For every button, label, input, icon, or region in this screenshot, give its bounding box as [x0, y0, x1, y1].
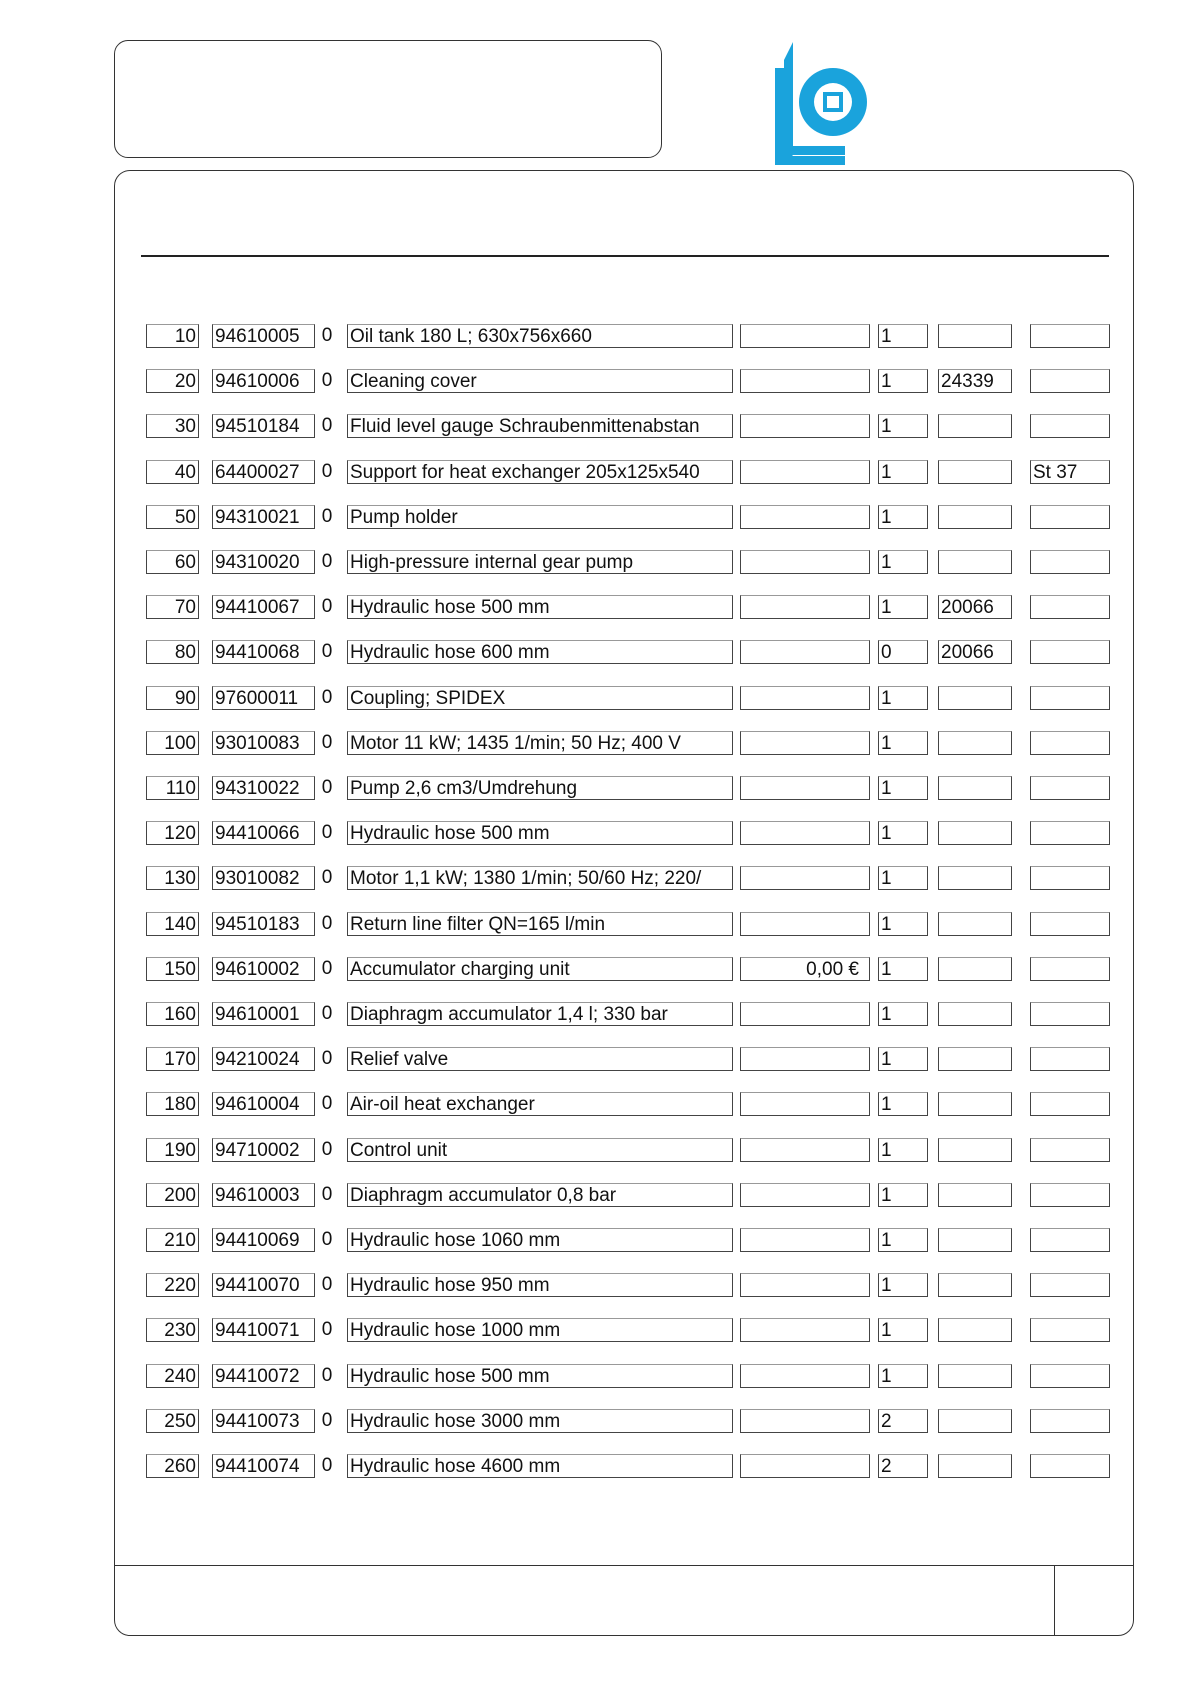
revision-cell: 0	[321, 1409, 333, 1431]
description-cell: High-pressure internal gear pump	[347, 550, 733, 574]
description-cell: Hydraulic hose 3000 mm	[347, 1409, 733, 1433]
table-row	[0, 957, 1190, 985]
quantity-cell: 1	[878, 595, 928, 619]
table-row	[0, 1092, 1190, 1120]
description-cell: Air-oil heat exchanger	[347, 1092, 733, 1116]
position-cell: 220	[146, 1273, 199, 1297]
table-row	[0, 324, 1190, 352]
quantity-cell: 1	[878, 1138, 928, 1162]
part-number-cell: 94610003	[212, 1183, 315, 1207]
revision-cell: 0	[321, 1274, 333, 1296]
material-cell	[1030, 686, 1110, 710]
description-cell: Fluid level gauge Schraubenmittenabstan	[347, 414, 733, 438]
position-cell: 200	[146, 1183, 199, 1207]
material-cell	[1030, 595, 1110, 619]
table-row	[0, 640, 1190, 668]
material-cell	[1030, 1183, 1110, 1207]
description-cell: Hydraulic hose 600 mm	[347, 640, 733, 664]
material-cell	[1030, 505, 1110, 529]
material-cell	[1030, 866, 1110, 890]
price-cell	[740, 1364, 870, 1388]
material-cell	[1030, 1273, 1110, 1297]
quantity-cell: 1	[878, 1183, 928, 1207]
part-number-cell: 94410073	[212, 1409, 315, 1433]
part-number-cell: 94410069	[212, 1228, 315, 1252]
material-cell	[1030, 731, 1110, 755]
revision-cell: 0	[321, 957, 333, 979]
description-cell: Pump holder	[347, 505, 733, 529]
part-number-cell: 93010083	[212, 731, 315, 755]
revision-cell: 0	[321, 1319, 333, 1341]
price-cell	[740, 1002, 870, 1026]
position-cell: 160	[146, 1002, 199, 1026]
price-cell	[740, 324, 870, 348]
quantity-cell: 1	[878, 957, 928, 981]
revision-cell: 0	[321, 867, 333, 889]
footer-column-divider	[1054, 1565, 1055, 1636]
drawing-number-cell	[938, 414, 1012, 438]
part-number-cell: 94310022	[212, 776, 315, 800]
revision-cell: 0	[321, 1183, 333, 1205]
description-cell: Hydraulic hose 500 mm	[347, 1364, 733, 1388]
description-cell: Hydraulic hose 4600 mm	[347, 1454, 733, 1478]
drawing-number-cell	[938, 1364, 1012, 1388]
description-cell: Hydraulic hose 500 mm	[347, 595, 733, 619]
description-cell: Diaphragm accumulator 0,8 bar	[347, 1183, 733, 1207]
drawing-number-cell	[938, 776, 1012, 800]
material-cell	[1030, 550, 1110, 574]
drawing-number-cell	[938, 550, 1012, 574]
part-number-cell: 94410072	[212, 1364, 315, 1388]
price-cell: 0,00 €	[740, 957, 870, 981]
position-cell: 110	[146, 776, 199, 800]
part-number-cell: 94410068	[212, 640, 315, 664]
part-number-cell: 94610004	[212, 1092, 315, 1116]
part-number-cell: 94310020	[212, 550, 315, 574]
position-cell: 260	[146, 1454, 199, 1478]
quantity-cell: 2	[878, 1409, 928, 1433]
material-cell	[1030, 414, 1110, 438]
drawing-number-cell	[938, 1228, 1012, 1252]
description-cell: Hydraulic hose 500 mm	[347, 821, 733, 845]
table-row	[0, 912, 1190, 940]
part-number-cell: 64400027	[212, 460, 315, 484]
part-number-cell: 94610001	[212, 1002, 315, 1026]
position-cell: 70	[146, 595, 199, 619]
position-cell: 240	[146, 1364, 199, 1388]
table-row	[0, 686, 1190, 714]
description-cell: Control unit	[347, 1138, 733, 1162]
drawing-number-cell	[938, 1138, 1012, 1162]
drawing-number-cell	[938, 460, 1012, 484]
position-cell: 10	[146, 324, 199, 348]
position-cell: 150	[146, 957, 199, 981]
quantity-cell: 1	[878, 821, 928, 845]
drawing-number-cell	[938, 1183, 1012, 1207]
revision-cell: 0	[321, 1048, 333, 1070]
part-number-cell: 94610006	[212, 369, 315, 393]
position-cell: 30	[146, 414, 199, 438]
drawing-number-cell	[938, 957, 1012, 981]
price-cell	[740, 1409, 870, 1433]
part-number-cell: 94410066	[212, 821, 315, 845]
table-row	[0, 505, 1190, 533]
revision-cell: 0	[321, 415, 333, 437]
revision-cell: 0	[321, 777, 333, 798]
drawing-number-cell	[938, 1454, 1012, 1478]
table-row	[0, 1409, 1190, 1437]
material-cell	[1030, 1364, 1110, 1388]
price-cell	[740, 505, 870, 529]
drawing-number-cell	[938, 1092, 1012, 1116]
position-cell: 130	[146, 866, 199, 890]
table-row	[0, 1228, 1190, 1256]
position-cell: 50	[146, 505, 199, 529]
drawing-number-cell	[938, 1318, 1012, 1342]
table-row	[0, 1138, 1190, 1166]
quantity-cell: 1	[878, 324, 928, 348]
drawing-number-cell	[938, 686, 1012, 710]
description-cell: Pump 2,6 cm3/Umdrehung	[347, 776, 733, 800]
drawing-number-cell	[938, 912, 1012, 936]
part-number-cell: 94610005	[212, 324, 315, 348]
position-cell: 250	[146, 1409, 199, 1433]
position-cell: 120	[146, 821, 199, 845]
price-cell	[740, 595, 870, 619]
position-cell: 100	[146, 731, 199, 755]
description-cell: Cleaning cover	[347, 369, 733, 393]
position-cell: 140	[146, 912, 199, 936]
material-cell	[1030, 640, 1110, 664]
price-cell	[740, 912, 870, 936]
material-cell	[1030, 369, 1110, 393]
table-row	[0, 1183, 1190, 1211]
table-row	[0, 1364, 1190, 1392]
part-number-cell: 94510184	[212, 414, 315, 438]
table-row	[0, 1002, 1190, 1030]
quantity-cell: 1	[878, 1002, 928, 1026]
drawing-number-cell	[938, 505, 1012, 529]
table-row	[0, 550, 1190, 578]
quantity-cell: 1	[878, 414, 928, 438]
quantity-cell: 1	[878, 1092, 928, 1116]
position-cell: 170	[146, 1047, 199, 1071]
revision-cell: 0	[321, 641, 333, 663]
revision-cell: 0	[321, 686, 333, 708]
description-cell: Motor 11 kW; 1435 1/min; 50 Hz; 400 V	[347, 731, 733, 755]
table-row	[0, 1273, 1190, 1301]
price-cell	[740, 1047, 870, 1071]
description-cell: Motor 1,1 kW; 1380 1/min; 50/60 Hz; 220/	[347, 866, 733, 890]
price-cell	[740, 1092, 870, 1116]
quantity-cell: 1	[878, 912, 928, 936]
revision-cell: 0	[321, 325, 333, 346]
part-number-cell: 94410071	[212, 1318, 315, 1342]
revision-cell: 0	[321, 731, 333, 753]
material-cell	[1030, 1318, 1110, 1342]
description-cell: Hydraulic hose 950 mm	[347, 1273, 733, 1297]
material-cell	[1030, 324, 1110, 348]
table-row	[0, 1047, 1190, 1075]
material-cell	[1030, 1002, 1110, 1026]
description-cell: Accumulator charging unit	[347, 957, 733, 981]
table-row	[0, 460, 1190, 488]
part-number-cell: 94410067	[212, 595, 315, 619]
quantity-cell: 1	[878, 1318, 928, 1342]
quantity-cell: 1	[878, 1228, 928, 1252]
table-row	[0, 1454, 1190, 1482]
description-cell: Support for heat exchanger 205x125x540	[347, 460, 733, 484]
table-row	[0, 1318, 1190, 1346]
price-cell	[740, 369, 870, 393]
material-cell	[1030, 1228, 1110, 1252]
quantity-cell: 1	[878, 505, 928, 529]
description-cell: Hydraulic hose 1060 mm	[347, 1228, 733, 1252]
position-cell: 210	[146, 1228, 199, 1252]
position-cell: 180	[146, 1092, 199, 1116]
description-cell: Relief valve	[347, 1047, 733, 1071]
drawing-number-cell: 24339	[938, 369, 1012, 393]
quantity-cell: 2	[878, 1454, 928, 1478]
quantity-cell: 1	[878, 550, 928, 574]
position-cell: 80	[146, 640, 199, 664]
price-cell	[740, 821, 870, 845]
table-row	[0, 369, 1190, 397]
revision-cell: 0	[321, 505, 333, 527]
table-row	[0, 595, 1190, 623]
price-cell	[740, 1454, 870, 1478]
part-number-cell: 93010082	[212, 866, 315, 890]
price-cell	[740, 460, 870, 484]
quantity-cell: 0	[878, 640, 928, 664]
material-cell	[1030, 912, 1110, 936]
price-cell	[740, 640, 870, 664]
position-cell: 190	[146, 1138, 199, 1162]
revision-cell: 0	[321, 1138, 333, 1160]
price-cell	[740, 1183, 870, 1207]
revision-cell: 0	[321, 1093, 333, 1115]
table-row	[0, 866, 1190, 894]
drawing-number-cell	[938, 324, 1012, 348]
revision-cell: 0	[321, 1455, 333, 1476]
revision-cell: 0	[321, 596, 333, 618]
drawing-number-cell: 20066	[938, 640, 1012, 664]
quantity-cell: 1	[878, 776, 928, 800]
quantity-cell: 1	[878, 866, 928, 890]
part-number-cell: 94710002	[212, 1138, 315, 1162]
drawing-number-cell	[938, 1273, 1012, 1297]
position-cell: 20	[146, 369, 199, 393]
drawing-number-cell	[938, 1047, 1012, 1071]
table-row	[0, 414, 1190, 442]
position-cell: 60	[146, 550, 199, 574]
revision-cell: 0	[321, 912, 333, 934]
material-cell	[1030, 776, 1110, 800]
drawing-number-cell	[938, 1002, 1012, 1026]
revision-cell: 0	[321, 1229, 333, 1250]
revision-cell: 0	[321, 551, 333, 572]
price-cell	[740, 866, 870, 890]
price-cell	[740, 1228, 870, 1252]
material-cell	[1030, 1047, 1110, 1071]
footer-divider	[114, 1565, 1134, 1566]
table-row	[0, 776, 1190, 804]
material-cell: St 37	[1030, 460, 1110, 484]
price-cell	[740, 414, 870, 438]
description-cell: Oil tank 180 L; 630x756x660	[347, 324, 733, 348]
quantity-cell: 1	[878, 1273, 928, 1297]
revision-cell: 0	[321, 822, 333, 844]
description-cell: Return line filter QN=165 l/min	[347, 912, 733, 936]
material-cell	[1030, 821, 1110, 845]
part-number-cell: 97600011	[212, 686, 315, 710]
part-number-cell: 94210024	[212, 1047, 315, 1071]
material-cell	[1030, 1138, 1110, 1162]
price-cell	[740, 731, 870, 755]
description-cell: Coupling; SPIDEX	[347, 686, 733, 710]
quantity-cell: 1	[878, 1364, 928, 1388]
price-cell	[740, 1138, 870, 1162]
quantity-cell: 1	[878, 369, 928, 393]
position-cell: 90	[146, 686, 199, 710]
material-cell	[1030, 1454, 1110, 1478]
material-cell	[1030, 1092, 1110, 1116]
drawing-number-cell	[938, 866, 1012, 890]
part-number-cell: 94410070	[212, 1273, 315, 1297]
drawing-number-cell: 20066	[938, 595, 1012, 619]
price-cell	[740, 1318, 870, 1342]
part-number-cell: 94510183	[212, 912, 315, 936]
table-row	[0, 821, 1190, 849]
revision-cell: 0	[321, 1364, 333, 1386]
part-number-cell: 94610002	[212, 957, 315, 981]
material-cell	[1030, 1409, 1110, 1433]
drawing-number-cell	[938, 1409, 1012, 1433]
material-cell	[1030, 957, 1110, 981]
table-row	[0, 731, 1190, 759]
position-cell: 230	[146, 1318, 199, 1342]
quantity-cell: 1	[878, 686, 928, 710]
quantity-cell: 1	[878, 1047, 928, 1071]
revision-cell: 0	[321, 370, 333, 392]
quantity-cell: 1	[878, 731, 928, 755]
price-cell	[740, 776, 870, 800]
quantity-cell: 1	[878, 460, 928, 484]
drawing-number-cell	[938, 731, 1012, 755]
price-cell	[740, 1273, 870, 1297]
description-cell: Diaphragm accumulator 1,4 l; 330 bar	[347, 1002, 733, 1026]
position-cell: 40	[146, 460, 199, 484]
drawing-number-cell	[938, 821, 1012, 845]
revision-cell: 0	[321, 460, 333, 482]
revision-cell: 0	[321, 1003, 333, 1024]
price-cell	[740, 686, 870, 710]
description-cell: Hydraulic hose 1000 mm	[347, 1318, 733, 1342]
part-number-cell: 94310021	[212, 505, 315, 529]
part-number-cell: 94410074	[212, 1454, 315, 1478]
price-cell	[740, 550, 870, 574]
